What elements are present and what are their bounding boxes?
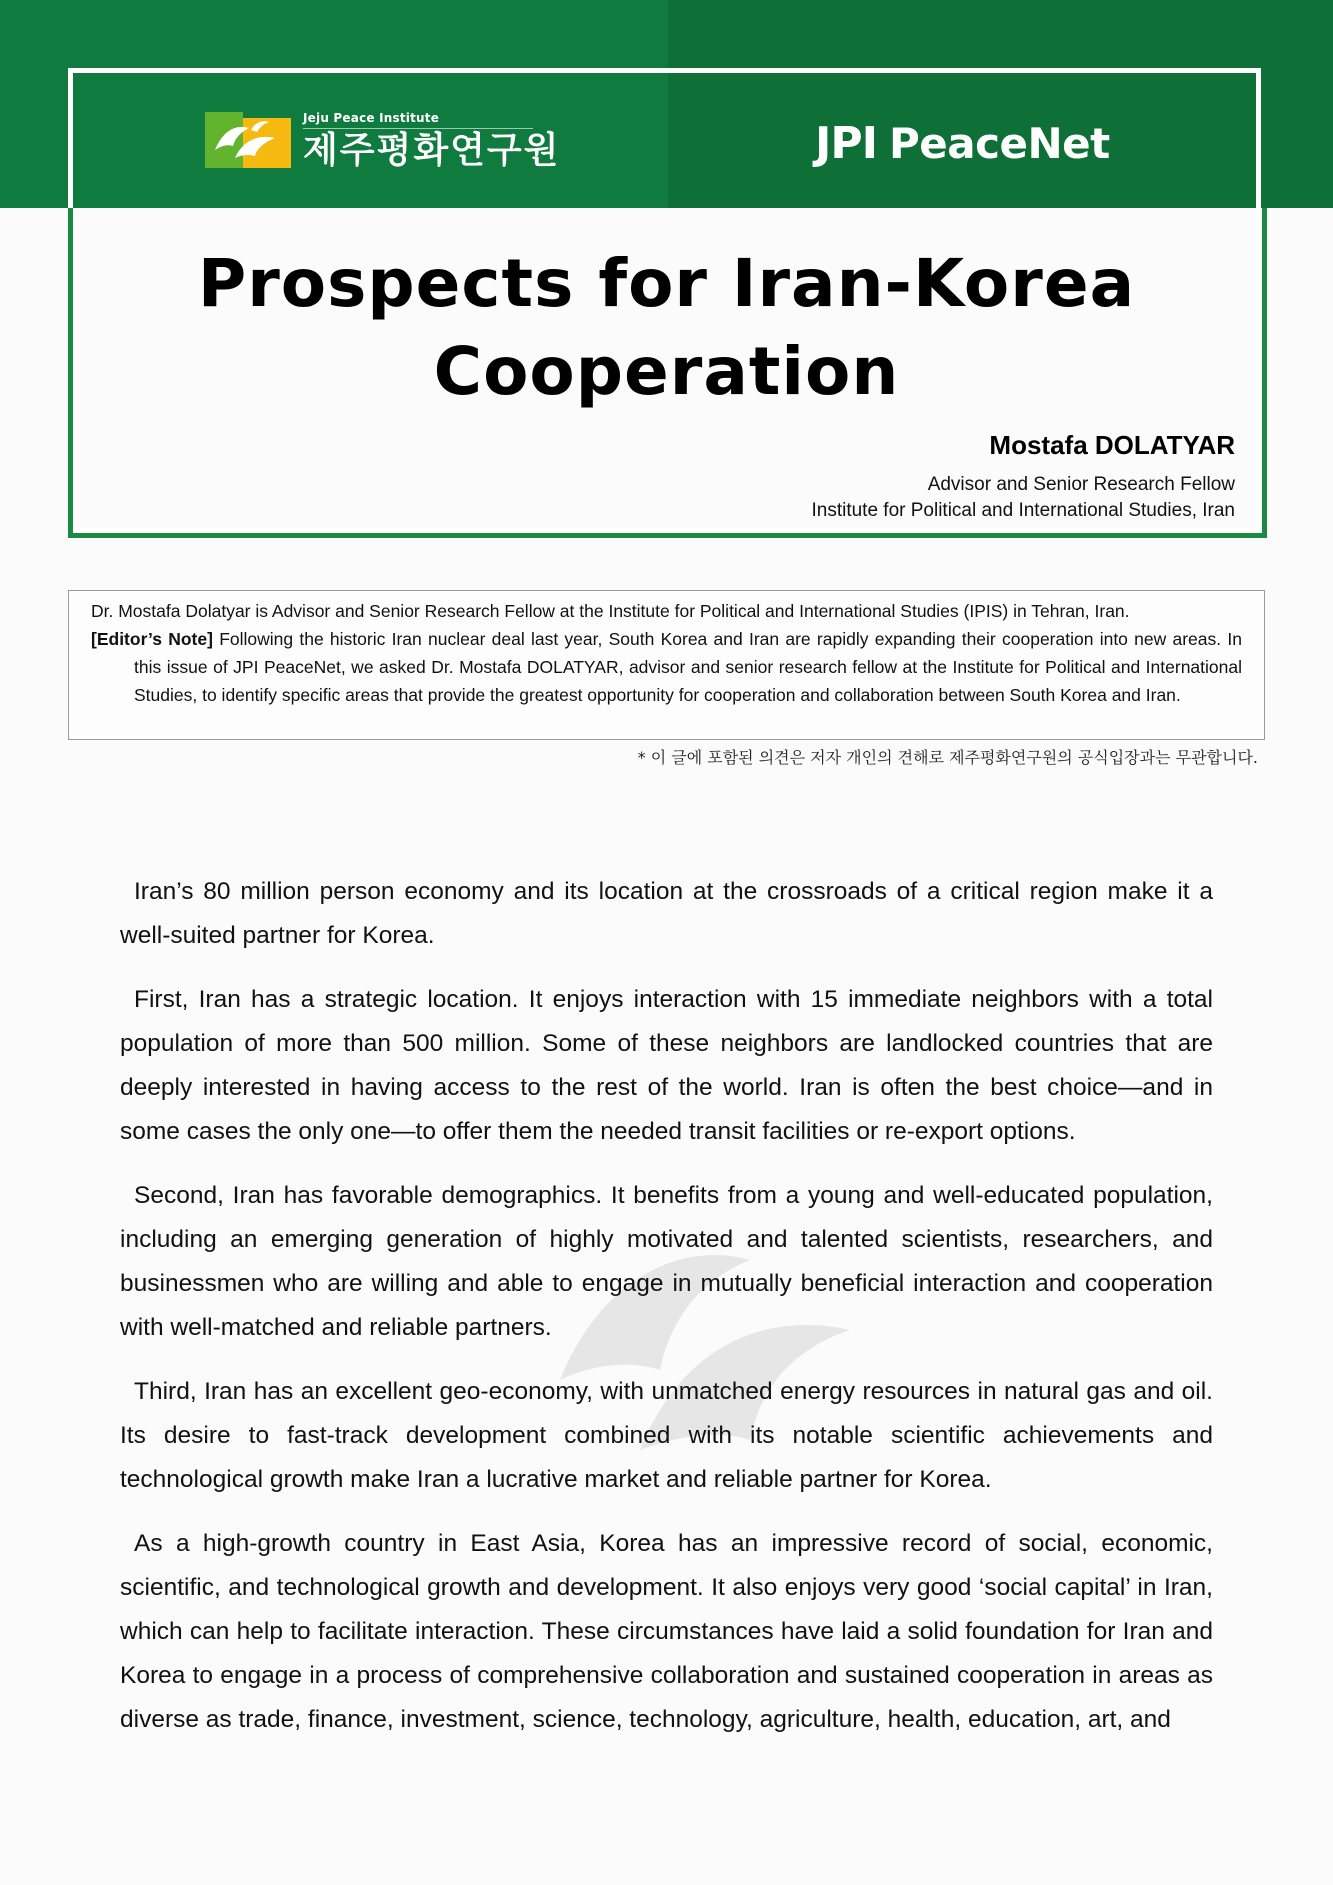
author-affiliation	[811, 472, 1235, 524]
affiliation-line-2: Institute for Political and International Studies, Iran	[811, 500, 1235, 521]
jpi-brand: JPI	[815, 118, 877, 169]
editor-note	[91, 625, 1242, 709]
institute-name-ko: 제주평화연구원	[303, 130, 561, 171]
body-paragraph: Iran’s 80 million person economy and its location at the crossroads of a critical region make it a well-suited partner for Korea.	[120, 878, 1213, 949]
title-line-2: Cooperation	[433, 333, 900, 410]
jpi-peacenet-logo	[815, 118, 1110, 169]
article-title	[120, 240, 1213, 416]
author-name: Mostafa DOLATYAR	[989, 430, 1235, 460]
body-paragraph: Third, Iran has an excellent geo-economy, with unmatched energy resources in natural gas and oil. Its desire to fast-track development combined with its notable scientific achievements and technological growth make Iran a lucrative market and reliable partner for Korea.	[120, 1378, 1213, 1493]
dove-logo-icon	[205, 110, 293, 172]
disclaimer: * 이 글에 포함된 의견은 저자 개인의 견해로 제주평화연구원의 공식입장과는 무관합니다.	[637, 748, 1258, 767]
body-paragraph: As a high-growth country in East Asia, Korea has an impressive record of social, economic, scientific, and technological growth and development. It also enjoys very good ‘social capital’ in Iran, which can help to facilitate interaction. These circumstances have laid a solid foundation for Iran and Korea to engage in a process of comprehensive collaboration and sustained cooperation in areas as diverse as trade, finance, investment, science, technology, agriculture, health, education, art, and	[120, 1530, 1213, 1733]
institute-name-en: Jeju Peace Institute	[303, 111, 533, 129]
author-bio: Dr. Mostafa Dolatyar is Advisor and Senior Research Fellow at the Institute for Political and International Studies (IPIS) in Tehran, Iran.	[91, 601, 1130, 621]
affiliation-line-1: Advisor and Senior Research Fellow	[927, 474, 1235, 495]
jeju-peace-institute-logo	[205, 108, 560, 174]
editor-note-label: [Editor’s Note]	[91, 629, 213, 649]
editor-note-text: Following the historic Iran nuclear deal last year, South Korea and Iran are rapidly expanding their cooperation into new areas. In this issue of JPI PeaceNet, we asked Dr. Mostafa DOLATYAR, advisor and senior research fellow at the Institute for Political and International Studies, to identify specific areas that provide the greatest opportunity for cooperation and collaboration between South Korea and Iran.	[134, 629, 1242, 705]
article-body	[120, 870, 1213, 1762]
peacenet-brand: PeaceNet	[889, 119, 1110, 168]
body-paragraph: Second, Iran has favorable demographics. It benefits from a young and well-educated population, including an emerging generation of highly motivated and talented scientists, researchers, and businessmen who are willing and able to engage in mutually beneficial interaction and cooperation with well-matched and reliable partners.	[120, 1182, 1213, 1341]
editor-note-box	[68, 590, 1265, 740]
body-paragraph: First, Iran has a strategic location. It enjoys interaction with 15 immediate neighbors with a total population of more than 500 million. Some of these neighbors are landlocked countries that are deeply interested in having access to the rest of the world. Iran is often the best choice—and in some cases the only one—to offer them the needed transit facilities or re-export options.	[120, 986, 1213, 1145]
title-line-1: Prospects for Iran-Korea	[197, 245, 1136, 322]
